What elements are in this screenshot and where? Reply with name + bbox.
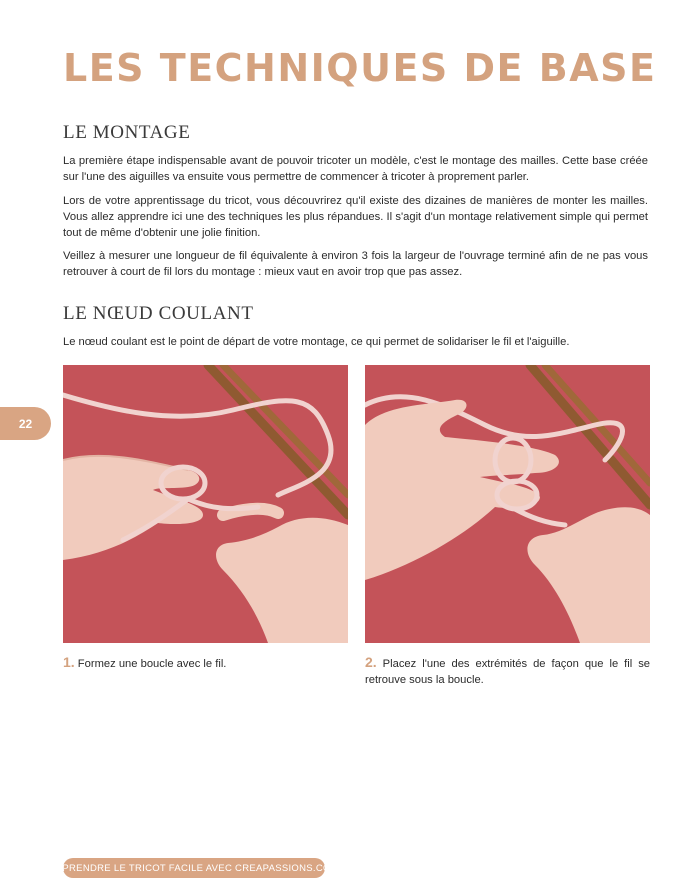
step-2-text: Placez l'une des extrémités de façon que le fil se retrouve sous la boucle. bbox=[365, 658, 651, 686]
paragraph-noeud-intro: Le nœud coulant est le point de départ de votre montage, ce qui permet de solidariser le fil et l'aiguille. bbox=[63, 336, 570, 348]
page-number: 22 bbox=[18, 416, 33, 431]
step-2-photo-illustration bbox=[365, 365, 650, 643]
step-1-photo-illustration bbox=[63, 365, 348, 643]
paragraph-montage-2: Lors de votre apprentissage du tricot, vous découvrirez qu'il existe des dizaines de manières de monter les mailles. Vous allez apprendre ici une des techniques les plus répandues. Il s'agit d'un montage relativement simple qui permet tout de même d'obtenir une jolie finition. bbox=[63, 195, 648, 239]
page-number-tab bbox=[0, 407, 51, 440]
step-1-number: 1. bbox=[63, 654, 75, 670]
step-1-caption bbox=[63, 654, 348, 672]
step-2-photo bbox=[365, 365, 650, 643]
section-heading-noeud-coulant: LE NŒUD COULANT bbox=[63, 303, 254, 324]
section-heading-montage: LE MONTAGE bbox=[63, 122, 191, 143]
step-1-text: Formez une boucle avec le fil. bbox=[77, 658, 227, 670]
step-1-photo bbox=[63, 365, 348, 643]
step-2-number: 2. bbox=[365, 654, 377, 670]
step-2-caption bbox=[365, 654, 650, 688]
footer-banner bbox=[49, 858, 339, 878]
page-title: LES TECHNIQUES DE BASE bbox=[63, 46, 657, 90]
paragraph-montage-3: Veillez à mesurer une longueur de fil équivalente à environ 3 fois la largeur de l'ouvrage terminé afin de ne pas vous retrouver à court de fil lors du montage : mieux vaut en avoir trop que pas assez. bbox=[63, 250, 648, 278]
paragraph-montage-1: La première étape indispensable avant de pouvoir tricoter un modèle, c'est le montage des mailles. Cette base créée sur l'une des aiguilles va ensuite vous permettre de commencer à tricoter à proprement parler. bbox=[63, 155, 648, 183]
footer-text: APPRENDRE LE TRICOT FACILE AVEC CREAPASSIONS.COM bbox=[49, 862, 339, 874]
